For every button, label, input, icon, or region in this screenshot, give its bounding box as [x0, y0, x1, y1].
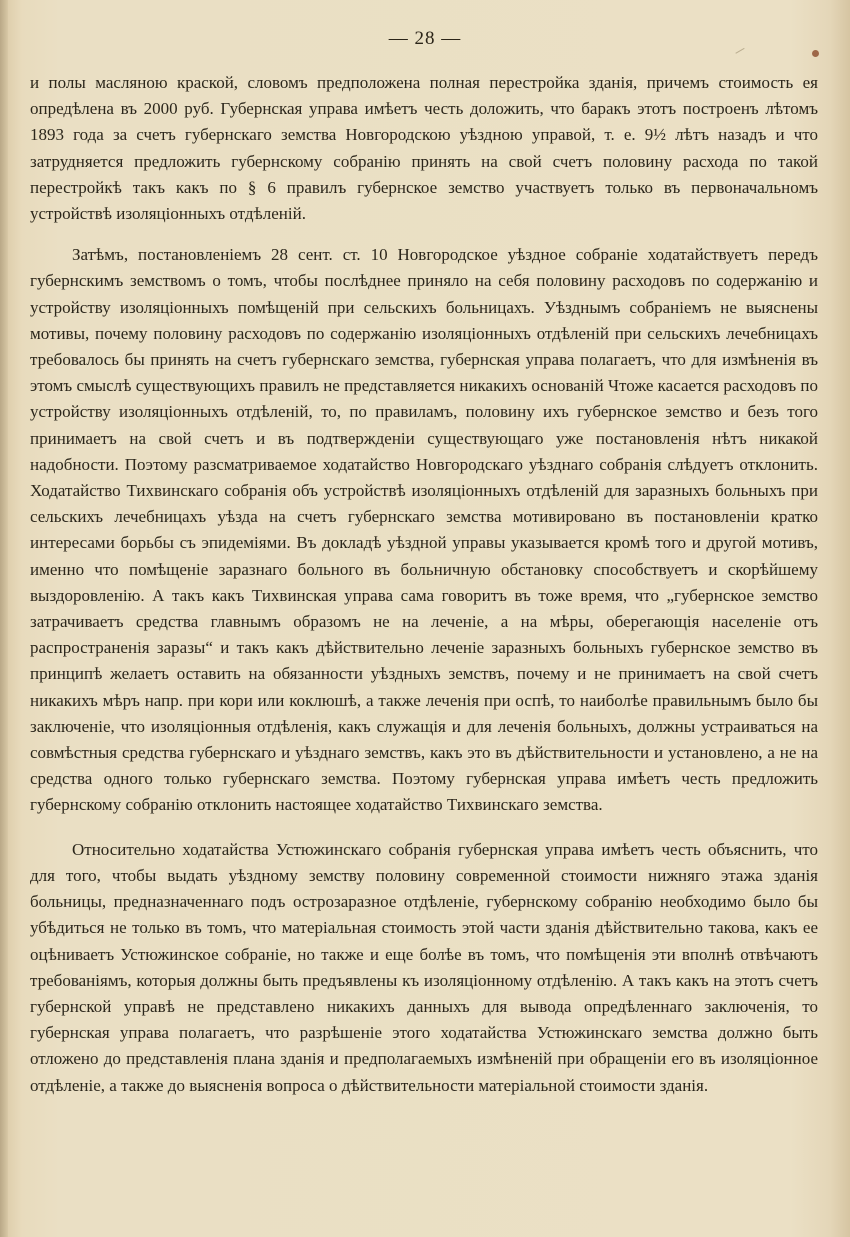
page-binding-edge	[0, 0, 8, 1237]
paragraph-2: Затѣмъ, постановленіемъ 28 сент. ст. 10 Новгородское уѣздное собраніе ходатайствуетъ передъ губернскимъ земствомъ о томъ, чтобы послѣднее приняло на себя половину расходовъ по содержанію и устройству изоляціонныхъ помѣщеній при сельскихъ больницахъ. Уѣзднымъ собраніемъ не выяснены мотивы, почему половину расходовъ по содержанію изоляціонныхъ отдѣленій при сельскихъ лечебницахъ требовалось бы принять на счетъ губернскаго земства, губернская управа полагаетъ, что для измѣненія въ этомъ смыслѣ существующихъ правилъ не представляется никакихъ основаній Чтоже касается расходовъ по устройству изоляціонныхъ отдѣленій, то, по правиламъ, половину ихъ губернское земство и безъ того принимаетъ на свой счетъ и въ подтвержденіи существующаго уже постановленія нѣтъ никакой надобности. Поэтому разсматриваемое ходатайство Новгородскаго уѣзднаго собранія слѣдуетъ отклонить. Ходатайство Тихвинскаго собранія объ устройствѣ изоляціонныхъ отдѣленій для заразныхъ больныхъ при сельскихъ лечебницахъ уѣзда на счетъ губернскаго земства мотивировано въ постановленіи кратко интересами борьбы съ эпидеміями. Въ докладѣ уѣздной управы указывается кромѣ того и другой мотивъ, именно что помѣщеніе заразнаго больного въ больничную обстановку способствуетъ и скорѣйшему выздоровленію. А такъ какъ Тихвинская управа сама говоритъ въ тоже время, что „губернское земство затрачиваетъ средства главнымъ образомъ не на леченіе, а на мѣры, оберегающія населеніе отъ распространенія заразы“ и такъ какъ дѣйствительно леченіе заразныхъ больныхъ губернское земство въ принципѣ желаетъ оставить на обязанности уѣздныхъ земствъ, почему и не принимаетъ на свой счетъ никакихъ мѣръ напр. при кори или коклюшѣ, а также леченія при оспѣ, то наиболѣе правильнымъ было бы заключеніе, что изоляціонныя отдѣленія, какъ служащія и для леченія больныхъ, должны устраиваться на совмѣстныя средства губернскаго и уѣзднаго земствъ, какъ это въ дѣйствительности и установлено, а не на средства одного только губернскаго земства. Поэтому губернская управа имѣетъ честь предложить губернскому собранію отклонить настоящее ходатайство Тихвинскаго земства.	[30, 245, 818, 815]
paragraph-1: и полы масляною краской, словомъ предположена полная перестройка зданія, причемъ стоимость ея опредѣлена въ 2000 руб. Губернская управа имѣетъ честь доложить, что баракъ этотъ построенъ лѣтомъ 1893 года за счетъ губернскаго земства Новгородскою уѣздною управой, т. е. 9½ лѣтъ назадъ и что затрудняется предложить губернскому собранію принять на свой счетъ половину расхода по такой перестройкѣ такъ какъ по § 6 правилъ губернское земство участвуетъ только въ первоначальномъ устройствѣ изоляціонныхъ отдѣленій.	[30, 73, 818, 224]
body-text	[30, 70, 818, 1099]
paragraph-3: Относительно ходатайства Устюжинскаго собранія губернская управа имѣетъ честь объяснить, что для того, чтобы выдать уѣздному земству половину современной стоимости нижняго этажа зданія больницы, предназначеннаго подъ острозаразное отдѣленіе, губернскому собранію необходимо было бы убѣдиться не только въ томъ, что матеріальная стоимость этой части зданія дѣйствительно такова, какъ ее оцѣниваетъ Устюжинское собраніе, но также и еще болѣе въ томъ, что помѣщенія эти вполнѣ отвѣчаютъ требованіямъ, которыя должны быть предъявлены къ изоляціонному отдѣленію. А такъ какъ на этотъ счетъ губернской управѣ не представлено никакихъ данныхъ для вывода опредѣленнаго заключенія, то губернская управа полагаетъ, что разрѣшеніе этого ходатайства Устюжинскаго земства должно быть отложено до представленія плана зданія и предполагаемыхъ измѣненій при обращеніи его въ изоляціонное отдѣленіе, а также до выясненія вопроса о дѣйствительности матеріальной стоимости зданія.	[30, 839, 818, 1095]
ink-stain	[812, 50, 819, 57]
page-number: — 28 —	[388, 28, 462, 49]
